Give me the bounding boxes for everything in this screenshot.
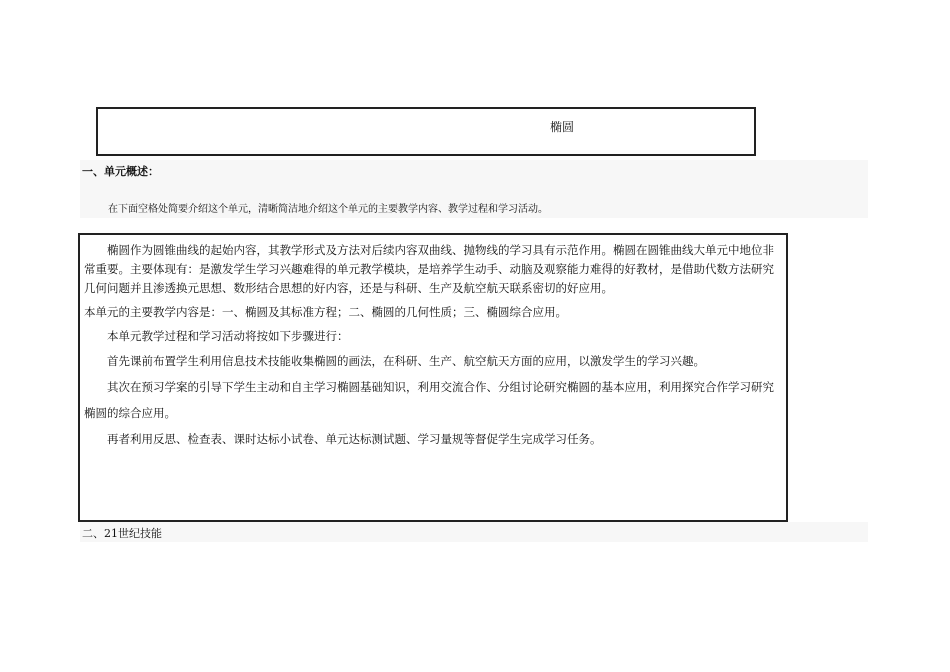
unit-overview-content-box [78,233,788,522]
unit-title: 椭圆 [550,120,575,134]
section-1-heading: 一、单元概述： [82,165,159,178]
content-paragraph-3: 本单元教学过程和学习活动将按如下步骤进行： [107,329,349,343]
content-paragraph-1: 椭圆作为圆锥曲线的起始内容，其教学形式及方法对后续内容双曲线、抛物线的学习具有示范作用。椭圆在圆锥曲线大单元中地位非常重要。主要体现有：是激发学生学习兴趣难得的单元教学模块，是培养学生动手、动脑及观察能力难得的好教材，是借助代数方法研究几何问题并且渗透换元思想、数形结合思想的好内容，还是与科研、生产及航空航天联系密切的好应用。 [84,243,774,295]
content-paragraph-2: 本单元的主要教学内容是：一、椭圆及其标准方程；二、椭圆的几何性质；三、椭圆综合应用。 [84,305,567,319]
content-paragraph-5: 其次在预习学案的引导下学生主动和自主学习椭圆基础知识，利用交流合作、分组讨论研究椭圆的基本应用，利用探究合作学习研究椭圆的综合应用。 [84,380,774,420]
section-1-prompt: 在下面空格处简要介绍这个单元，清晰简洁地介绍这个单元的主要教学内容、教学过程和学习活动。 [108,204,548,215]
unit-title-box [96,107,756,156]
content-paragraph-4: 首先课前布置学生利用信息技术技能收集椭圆的画法，在科研、生产、航空航天方面的应用，以激发学生的学习兴趣。 [107,354,705,368]
section-2-heading: 二、21世纪技能 [82,527,162,540]
skills-band [80,522,868,542]
content-paragraph-6: 再者利用反思、检查表、课时达标小试卷、单元达标测试题、学习量规等督促学生完成学习任务。 [107,432,602,446]
